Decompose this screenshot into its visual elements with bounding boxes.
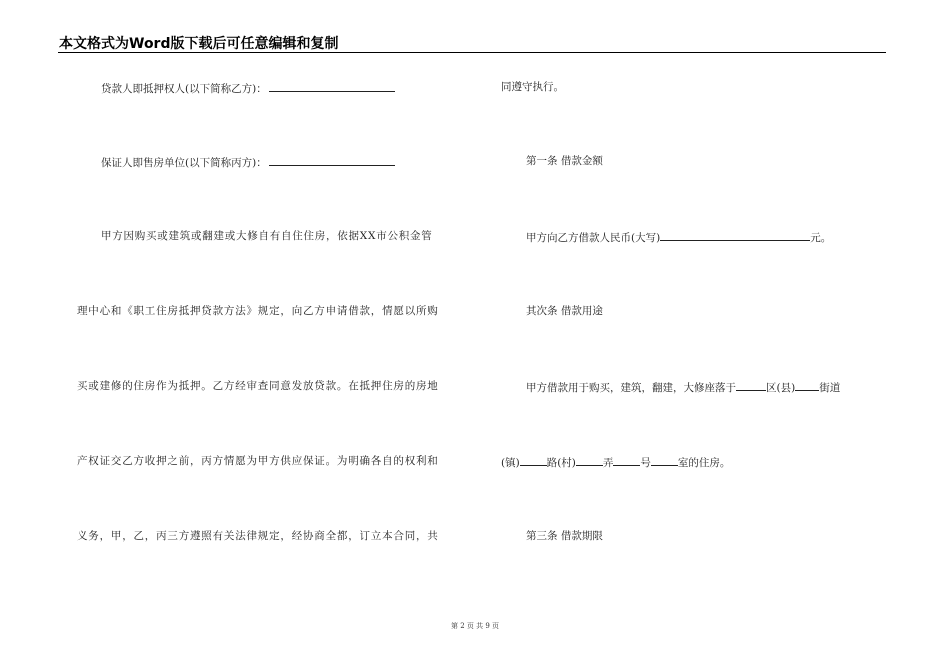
article-3-title: 第三条 借款期限 (526, 530, 603, 542)
road-label: 路(村) (546, 457, 576, 469)
lane-blank (576, 454, 603, 466)
paragraph-line-4: 产权证交乙方收押之前，丙方情愿为甲方供应保证。为明确各自的权利和 (77, 455, 439, 467)
paragraph-line-5: 义务，甲，乙，丙三方遵照有关法律规定，经协商全都，订立本合同，共 (77, 530, 439, 542)
header-divider (58, 52, 886, 53)
number-label: 号 (640, 457, 651, 469)
paragraph-line-3: 买或建修的住房作为抵押。乙方经审查同意发放贷款。在抵押住房的房地 (77, 380, 439, 392)
article-1-title: 第一条 借款金额 (526, 155, 603, 167)
page-number: 第 2 页 共 9 页 (450, 622, 500, 630)
loan-purpose-label: 甲方借款用于购买，建筑，翻建，大修座落于 (526, 382, 736, 394)
town-label: (镇) (501, 457, 520, 469)
paragraph-continuation: 同遵守执行。 (501, 81, 564, 93)
room-label: 室的住房。 (677, 457, 731, 469)
loan-amount-unit: 元。 (810, 232, 832, 244)
number-blank (613, 454, 640, 466)
guarantor-label: 保证人即售房单位(以下简称丙方)： (101, 157, 267, 169)
street-blank (795, 379, 819, 391)
document-header-title: 本文格式为Word版下载后可任意编辑和复制 (59, 36, 339, 52)
loan-amount-line (526, 229, 831, 245)
paragraph-line-2: 理中心和《职工住房抵押贷款方法》规定，向乙方申请借款，情愿以所购 (77, 305, 439, 317)
loan-amount-label: 甲方向乙方借款人民币(大写) (526, 232, 661, 244)
room-blank (651, 454, 678, 466)
lender-name-blank (269, 80, 395, 92)
lender-line (101, 80, 395, 96)
road-blank (520, 454, 547, 466)
article-2-title: 其次条 借款用途 (526, 305, 603, 317)
loan-amount-blank (660, 229, 810, 241)
street-label: 街道 (819, 382, 841, 394)
lender-label: 贷款人即抵押权人(以下简称乙方)： (101, 83, 267, 95)
guarantor-line (101, 154, 395, 170)
district-blank (736, 379, 766, 391)
guarantor-name-blank (269, 154, 395, 166)
loan-purpose-line (526, 379, 840, 395)
address-line (501, 454, 730, 470)
paragraph-line-1: 甲方因购买或建筑或翻建或大修自有自住住房，依据XX市公积金管 (101, 230, 433, 242)
district-label: 区(县) (766, 382, 796, 394)
lane-label: 弄 (602, 457, 614, 469)
